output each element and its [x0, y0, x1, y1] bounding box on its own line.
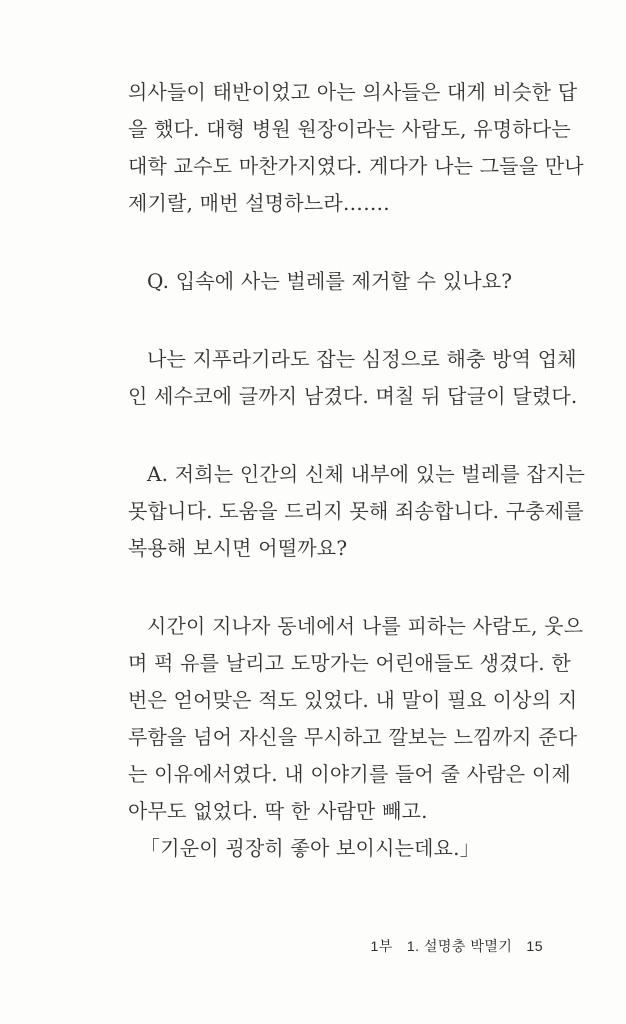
text-line: Q. 입속에 사는 벌레를 제거할 수 있나요? [147, 269, 513, 293]
text-line: 는 이유에서였다. 내 이야기를 들어 줄 사람은 이제 [128, 762, 571, 786]
text-line: 며 퍽 유를 날리고 도망가는 어린애들도 생겼다. 한 [128, 651, 571, 675]
dialogue-line [128, 830, 558, 867]
text-line: A. 저희는 인간의 신체 내부에 있는 벌레를 잡지는 [147, 462, 585, 486]
text-line: 루함을 넘어 자신을 무시하고 깔보는 느낌까지 준다 [128, 725, 578, 749]
paragraph-avoidance [128, 608, 584, 830]
text-line: 시간이 지나자 동네에서 나를 피하는 사람도, 웃으 [147, 614, 584, 638]
paragraph-cesuko [128, 341, 578, 415]
question-line [128, 263, 558, 300]
text-line: 인 세수코에 글까지 남겼다. 며칠 뒤 답글이 달렸다. [128, 384, 578, 408]
text-line: 복용해 보시면 어떨까요? [128, 536, 348, 560]
text-line: 아무도 없었다. 딱 한 사람만 빼고. [128, 799, 428, 823]
footer-page-number: 15 [526, 938, 543, 954]
paragraph-continuation [128, 74, 584, 222]
footer-chapter-label: 1. 설명충 박멸기 [406, 938, 513, 954]
text-line: 제기랄, 매번 설명하느라……. [128, 191, 390, 215]
body-text [128, 74, 585, 867]
text-line: 나는 지푸라기라도 잡는 심정으로 해충 방역 업체 [147, 347, 577, 371]
text-line: 「기운이 굉장히 좋아 보이시는데요.」 [140, 836, 480, 860]
answer-paragraph [128, 456, 585, 567]
text-line: 의사들이 태반이었고 아는 의사들은 대게 비슷한 답 [128, 80, 578, 104]
text-line: 번은 얻어맞은 적도 있었다. 내 말이 필요 이상의 지 [128, 688, 578, 712]
page-footer [371, 936, 544, 956]
text-line: 못합니다. 도움을 드리지 못해 죄송합니다. 구충제를 [128, 499, 584, 523]
footer-part-label: 1부 [370, 938, 393, 954]
text-line: 을 했다. 대형 병원 원장이라는 사람도, 유명하다는 [128, 117, 571, 141]
text-line: 대학 교수도 마찬가지였다. 게다가 나는 그들을 만나 [128, 154, 584, 178]
